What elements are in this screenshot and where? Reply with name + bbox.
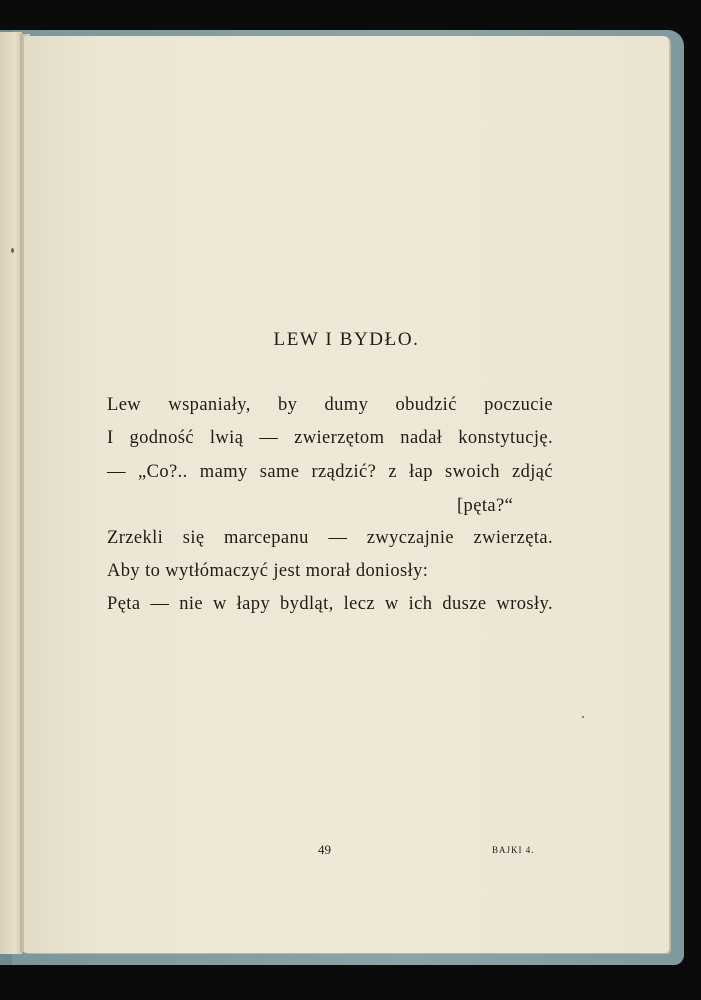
poem-line: Aby to wytłómaczyć jest morał doniosły: [107, 561, 429, 581]
printer-signature: BAJKI 4. [492, 845, 535, 855]
paper-speck [11, 248, 14, 253]
poem-line: Zrzekli się marcepanu — zwyczajnie zwierzęta. [107, 528, 553, 548]
page-number: 49 [318, 842, 331, 857]
poem-line: Pęta — nie w łapy bydląt, lecz w ich dusze wrosły. [107, 594, 553, 614]
book-page [24, 36, 669, 953]
poem-line: Lew wspaniały, by dumy obudzić poczucie [107, 395, 553, 415]
poem-title: LEW I BYDŁO. [273, 329, 420, 350]
poem-line: — „Co?.. mamy same rządzić? z łap swoich zdjąć [107, 462, 553, 482]
poem-line-continuation: [pęta?“ [457, 496, 514, 516]
poem-line: I godność lwią — zwierzętom nadał konstytucję. [107, 428, 553, 448]
paper-speck [582, 716, 584, 718]
